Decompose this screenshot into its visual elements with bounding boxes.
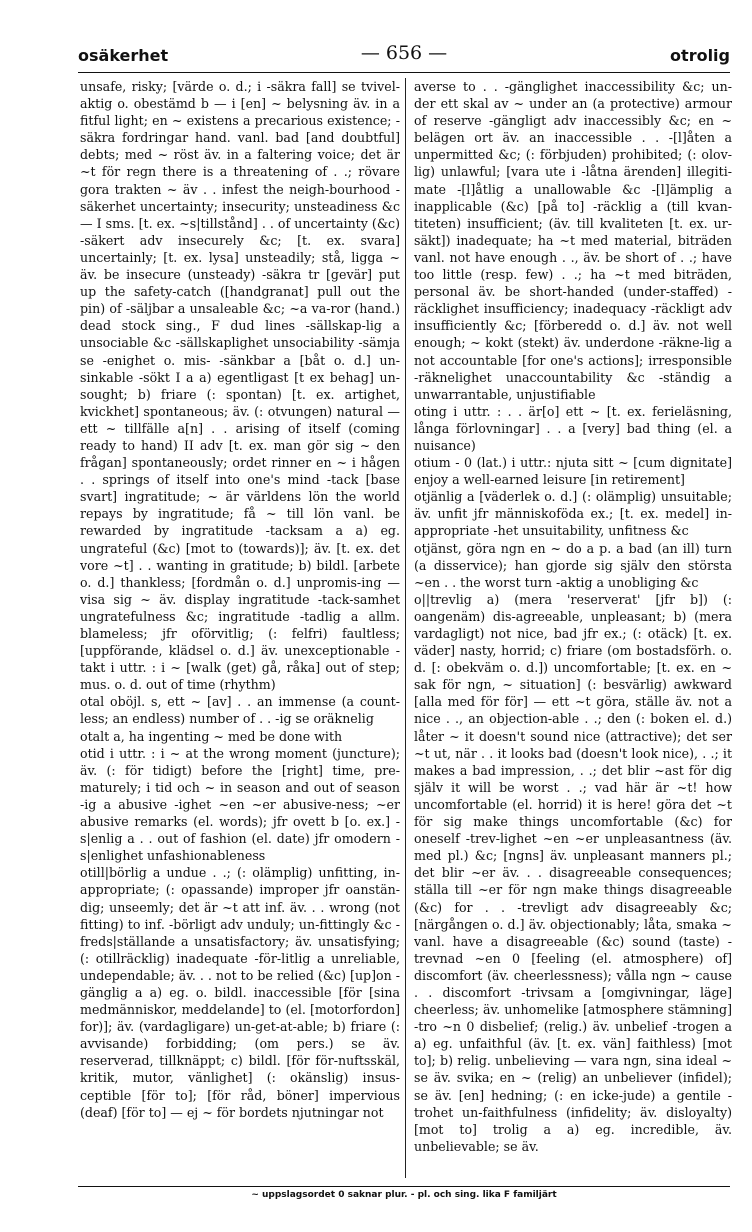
page-header [78,42,730,70]
dictionary-entry: otium - 0 (lat.) i uttr.: njuta sitt ~ [cum dignitate] enjoy a well-earned leisure [in retirement] [414,455,732,488]
right-column [414,78,732,1180]
abbreviation-legend: ~ uppslagsordet 0 saknar plur. - pl. och sing. lika F familjärt [251,1190,557,1200]
dictionary-entry: oting i uttr. : . . är[o] ett ~ [t. ex. ferieläsning, långa förlovningar] . . a [very] bad thing (el. a nuisance) [414,403,732,453]
dictionary-entry: averse to . . -gänglighet inaccessibility &c; un-der ett skal av ~ under an (a protective) armour of reserve -gängligt adv inaccessibly &c; en ~ belägen ort äv. an inaccessible . . -[l]åten a unpermitted &c; (: förbjuden) prohibited; (: olov-lig) unlawful; [vara ute i -låtna ärenden] illegiti-mate -[l]åtlig a unallowable &c -[l]ämplig a inapplicable (&c) [på to] -räcklig a (till kvan-titeten) insufficient; (äv. till kvaliteten [t. ex. ur-säkt]) inadequate; ha ~t med material, biträden vanl. not have enough . ., äv. be short of . .; have too little (resp. few) . .; ha ~t med biträden, personal äv. be short-handed (under-staffed) -räcklighet insufficiency; inadequacy -räckligt adv insufficiently &c; [förberedd o. d.] äv. not well enough; ~ kokt (stekt) äv. underdone -räkne-lig a not accountable [for one's actions]; irresponsible -räknelighet unaccountability &c -ständig a unwarrantable, unjustifiable [414,79,732,402]
footer-rule [78,1186,730,1187]
dictionary-entry: unsafe, risky; [värde o. d.; i -säkra fall] se tvivel-aktig o. obestämd b — i [en] ~ belysning äv. in a fitful light; en ~ existens a precarious existence; -säkra fordringar hand. vanl. bad [and doubtful] debts; med ~ röst äv. in a faltering voice; det är ~t för regn there is a threatening of . .; rövare gora trakten ~ äv . . infest the neigh-bourhood -säkerhet uncertainty; insecurity; unsteadiness &c — I sms. [t. ex. ~s|tillstånd] . . of uncertainty (&c) -säkert adv insecurely &c; [t. ex. svara] uncertainly; [t. ex. lysa] unsteadily; stå, ligga ~ äv. be insecure (unsteady) -säkra tr [gevär] put up the safety-catch ([handgranat] pull out the pin) of -säljbar a unsaleable &c; ~a va-ror (hand.) dead stock sing., F dud lines -sällskap-lig a unsociable &c -sällskaplighet unsociability -sämja se -enighet o. mis- -sänkbar a [båt o. d.] un-sinkable -sökt I a a) egentligast [t ex behag] un-sought; b) friare (: spontan) [t. ex. artighet, kvickhet] spontaneous; äv. (: otvungen) natural — ett ~ tillfälle a[n] . . arising of itself (coming ready to hand) II adv [t. ex. man gör sig ~ den frågan] spontaneously; ordet rinner en ~ i hågen . . springs of itself into one's mind -tack [base svart] ingratitude; ~ är världens lön the world repays by ingratitude; få ~ till lön vanl. be rewarded by ingratitude -tacksam a a) eg. ungrateful (&c) [mot to (towards)]; äv. [t. ex. det vore ~t] . . wanting in gratitude; b) bildl. [arbete o. d.] thankless; [fordmån o. d.] unpromis-ing — visa sig ~ äv. display ingratitude -tack-samhet ungratefulness &c; ingratitude -tadlig a allm. blameless; jfr oförvitlig; (: felfri) faultless; [uppförande, klädsel o. d.] äv. unexceptionable -takt i uttr. : i ~ [walk (get) gå, råka] out of step; mus. o. d. out of time (rhythm) [80,79,400,693]
left-column [80,78,400,1180]
left-running-headword: osäkerhet [78,46,169,65]
dictionary-entry: otalt a, ha ingenting ~ med be done with [80,728,343,744]
page-number: — 656 — [360,42,448,64]
dictionary-entry: o||trevlig a) (mera 'reserverat' [jfr b]) (: oangenäm) dis-agreeable, unpleasant; b) (mera vardagligt) not nice, bad jfr ex.; (: otäck) [t. ex. väder] nasty, horrid; c) friare (om bostadsförh. o. d. [: obekväm o. d.]) uncomfortable; [t. ex. en ~ sak för ngn, ~ situation] (: besvärlig) awkward [alla med för för] — ett ~t göra, ställe äv. not a nice . ., an objection-able . .; den (: boken el. d.) låter ~ it doesn't sound nice (attractive); det ser ~t ut, när . . it looks bad (doesn't look nice), . .; it makes a bad impression, . .; det blir ~ast för dig själv it will be worst . .; vad här är ~t! how uncomfortable (el. horrid) it is here! göra det ~t för sig make things uncomfortable (&c) for oneself -trev-lighet ~en ~er unpleasantness (äv. med pl.) &c; [ngns] äv. unpleasant manners pl.; det blir ~er äv. . . disagreeable consequences; ställa till ~er för ngn make things disagreeable (&c) for . . -trevligt adv disagreeably &c; [närgången o. d.] äv. objectionably; låta, smaka ~ vanl. have a disagreeable (&c) sound (taste) -trevnad ~en 0 [feeling (el. atmosphere) of] discomfort (äv. cheerlessness); vålla ngn ~ cause . . discomfort -trivsam a [omgivningar, läge] cheerless; äv. unhomelike [atmosphere stämning] -tro ~n 0 disbelief; (relig.) äv. unbelief -trogen a a) eg. unfaithful (äv. [t. ex. vän] faithless) [mot to]; b) relig. unbelieving — vara ngn, sina ideal ~ se äv. svika; en ~ (relig) an unbeliever (infidel); se äv. [en] hedning; (: en icke-jude) a gentile -trohet un-faithfulness (infidelity; äv. disloyalty) [mot to] trolig a a) eg. incredible, äv. unbelievable; se äv. [414,591,732,1154]
dictionary-entry: otal oböjl. s, ett ~ [av] . . an immense (a count-less; an endless) number of . . -ig se oräknelig [80,694,400,727]
dictionary-entry: otill|börlig a undue . .; (: olämplig) unfitting, in-appropriate; (: opassande) improper jfr oanstän-dig; unseemly; det är ~t att inf. äv. . . wrong (not fitting) to inf. -börligt adv unduly; un-fittingly &c -freds|ställande a unsatisfactory; äv. unsatisfying; (: otillräcklig) inadequate -för-litlig a unreliable, undependable; äv. . . not to be relied (&c) [up]on -gänglig a a) eg. o. bildl. inaccessible [för [sina medmänniskor, meddelande] to (el. [motorfordon] for)]; äv. (vardagligare) un-get-at-able; b) friare (: avvisande) forbidding; (om pers.) se äv. reserverad, tillknäppt; c) bildl. [för för-nuftsskäl, kritik, mutor, vänlighet] (: okänslig) insus-ceptible [för to]; [för råd, böner] impervious (deaf) [för to] — ej ~ för bordets njutningar not [80,865,400,1120]
dictionary-entry: otjänlig a [väderlek o. d.] (: olämplig) unsuitable; äv. unfit jfr människoföda ex.; [t. ex. medel] in-appropriate -het unsuitability, unfitness &c [414,489,732,539]
dictionary-entry: otjänst, göra ngn en ~ do a p. a bad (an ill) turn (a disservice); han gjorde sig själv den största ~en . . the worst turn -aktig a unobliging &c [414,540,732,590]
header-rule [78,72,730,73]
right-running-headword: otrolig [670,46,730,65]
column-divider [405,78,406,1178]
dictionary-entry: otid i uttr. : i ~ at the wrong moment (juncture); äv. (: för tidigt) before the [right] time, pre-maturely; i tid och ~ in season and out of season -ig a abusive -ighet ~en ~er abusive-ness; ~er abusive remarks (el. words); jfr ovett b [o. ex.] -s|enlig a . . out of fashion (el. date) jfr omodern -s|enlighet unfashionableness [80,745,400,864]
